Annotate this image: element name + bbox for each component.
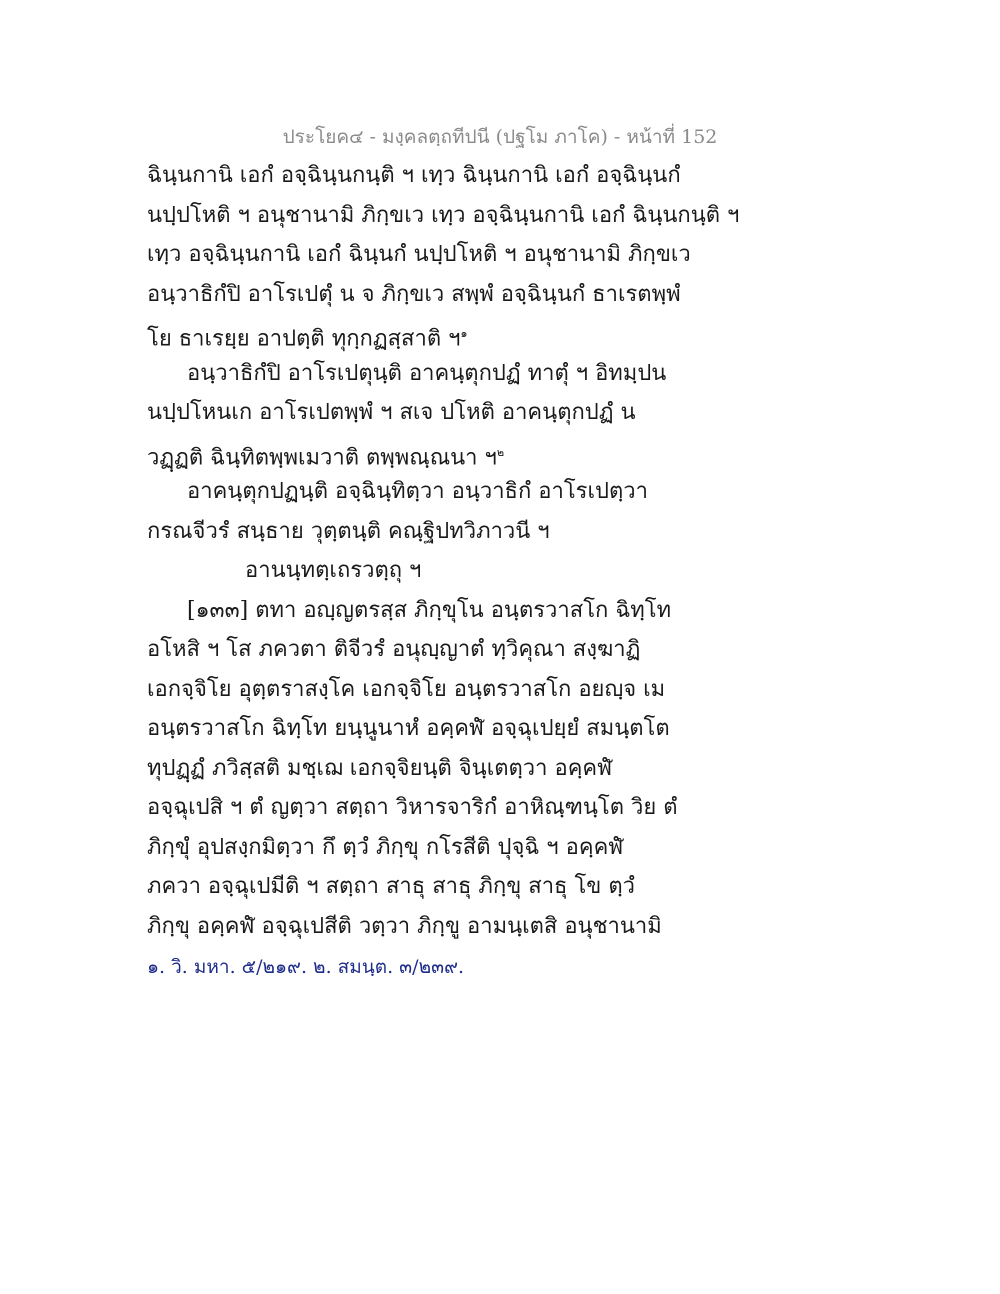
text-segment: โย ธาเรยฺย อาปตฺติ ทุกฺกฏสฺสาติ ฯ	[147, 326, 461, 352]
text-segment: วฏฺฏติ ฉินฺทิตพฺพเมวาติ ตพฺพณฺณนา ฯ	[147, 444, 497, 470]
text-line: อจฺฉุเปสิ ฯ ตํ ญตฺวา สตฺถา วิหารจาริกํ อาหิณฺฑนฺโต วิย ตํ	[147, 795, 678, 820]
text-line: ภิกฺขุํ อุปสงฺกมิตฺวา กึ ตฺวํ ภิกฺขุ กโรสีติ ปุจฺฉิ ฯ อคฺคฬํ	[147, 834, 624, 860]
footnote-marker: ๒	[496, 445, 505, 459]
section-heading: อานนฺทตฺเถรวตฺถุ ฯ	[245, 558, 422, 583]
text-line: นปฺปโหติ ฯ อนุชานามิ ภิกฺขเว เทฺว อจฺฉินฺนกานิ เอกํ ฉินฺนกนฺติ ฯ	[147, 202, 740, 228]
text-line	[147, 314, 867, 354]
text-line: ทุปฏฺฏํ ภวิสฺสติ มชฺเฌ เอกจฺจิยนฺติ จินฺเตตฺวา อคฺคฬํ	[147, 755, 613, 781]
running-header: ประโยค๔ - มงฺคลตฺถทีปนี (ปฐโม ภาโค) - หน้าที่ 152	[282, 126, 718, 148]
text-line: นปฺปโหนเก อาโรเปตพฺพํ ฯ สเจ ปโหติ อาคนฺตุกปฏํ น	[147, 400, 636, 425]
text-line: ภควา อจฺฉุเปมีติ ฯ สตฺถา สาธุ สาธุ ภิกฺขุ สาธุ โข ตฺวํ	[147, 874, 635, 899]
text-line: [๑๓๓] ตทา อญฺญตรสฺส ภิกฺขุโน อนฺตรวาสโก ฉิทฺโท	[187, 597, 672, 623]
text-line: เทฺว อจฺฉินฺนกานิ เอกํ ฉินฺนกํ นปฺปโหติ ฯ อนุชานามิ ภิกฺขเว	[147, 242, 691, 267]
text-line	[147, 433, 867, 473]
footnote-marker: ๑	[460, 327, 468, 340]
footnote: ๑. วิ. มหา. ๕/๒๑๙. ๒. สมนฺต. ๓/๒๓๙.	[147, 956, 465, 978]
body-text	[147, 156, 867, 946]
text-line: อโหสิ ฯ โส ภควตา ติจีวรํ อนุญฺญาตํ ทฺวิคุณา สงฺฆาฏิ	[147, 637, 641, 662]
text-line: อนฺวาธิกํปิ อาโรเปตุนฺติ อาคนฺตุกปฏํ ทาตุํ ฯ อิทมฺปน	[187, 360, 667, 386]
text-line: อนฺวาธิกํปิ อาโรเปตุํ น จ ภิกฺขเว สพฺพํ อจฺฉินฺนกํ ธาเรตพฺพํ	[147, 281, 681, 307]
text-line: อาคนฺตุกปฏนฺติ อจฺฉินฺทิตฺวา อนฺวาธิกํ อาโรเปตฺวา	[187, 479, 648, 504]
text-line: ฉินฺนกานิ เอกํ อจฺฉินฺนกนฺติ ฯ เทฺว ฉินฺนกานิ เอกํ อจฺฉินฺนกํ	[147, 163, 681, 188]
text-line: กรณจีวรํ สนฺธาย วุตฺตนฺติ คณฺฐิปทวิภาวนี ฯ	[147, 518, 550, 544]
text-line: เอกจฺจิโย อุตฺตราสงฺโค เอกจฺจิโย อนฺตรวาสโก อยญฺจ เม	[147, 676, 666, 702]
text-line: อนฺตรวาสโก ฉิทฺโท ยนฺนูนาหํ อคฺคฬํ อจฺฉุเปยฺยํ สมนฺตโต	[147, 716, 670, 741]
text-line: ภิกฺขุ อคฺคฬํ อจฺฉุเปสีติ วตฺวา ภิกฺขู อามนฺเตสิ อนุชานามิ	[147, 913, 662, 939]
